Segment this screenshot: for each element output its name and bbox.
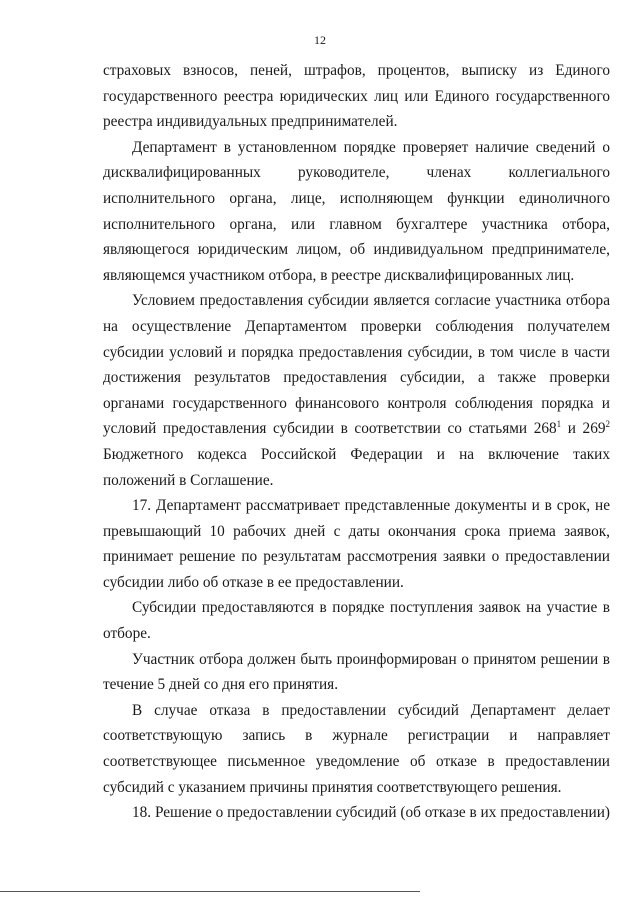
- paragraph-4: [103, 493, 610, 595]
- text-line: Условием предоставления субсидии является согласие участника отбора: [132, 292, 610, 310]
- paragraph-7: [103, 698, 610, 800]
- text-line: органами государственного финансового контроля соблюдения порядка и: [103, 394, 610, 412]
- text-line: исполнительного органа, лице, исполняющем функции единоличного: [103, 189, 610, 207]
- text-line: 18. Решение о предоставлении субсидий (об отказе в их предоставлении): [132, 804, 610, 822]
- text-line: субсидии либо об отказе в ее предоставлении.: [103, 573, 404, 591]
- text-line: 17. Департамент рассматривает представленные документы и в срок, не: [132, 497, 610, 515]
- text-line: отборе.: [103, 625, 151, 643]
- superscript: 1: [556, 419, 562, 430]
- text-line: реестра индивидуальных предпринимателей.: [103, 113, 398, 131]
- document-body: [103, 58, 610, 826]
- text-line: течение 5 дней со дня его принятия.: [103, 676, 339, 694]
- paragraph-3: [103, 288, 610, 493]
- text-line: являющегося юридическим лицом, об индивидуальном предпринимателе,: [103, 241, 610, 259]
- text-line: субсидий с указанием причины принятия соответствующего решения.: [103, 778, 562, 796]
- text-line: положений в Соглашение.: [103, 471, 274, 489]
- text-line: Участник отбора должен быть проинформирован о принятом решении в: [132, 650, 610, 668]
- superscript: 2: [605, 419, 611, 430]
- text-line-with-superscript: [103, 416, 610, 442]
- text-line: В случае отказа в предоставлении субсидий Департамент делает: [132, 701, 610, 719]
- text-line: соответствующее письменное уведомление об отказе в предоставлении: [103, 753, 610, 771]
- text-line: страховых взносов, пеней, штрафов, процентов, выписку из Единого: [103, 62, 610, 79]
- text-line: на осуществление Департаментом проверки соблюдения получателем: [103, 317, 610, 335]
- paragraph-5: [103, 595, 610, 646]
- text-line: превышающий 10 рабочих дней с даты окончания срока приема заявок,: [103, 522, 610, 540]
- text-line: Бюджетного кодекса Российской Федерации и на включение таких: [103, 445, 610, 463]
- text-line: являющемся участником отбора, в реестре дисквалифицированных лиц.: [103, 266, 575, 284]
- text-line: Субсидии предоставляются в порядке поступления заявок на участие в: [132, 599, 610, 617]
- text-line: субсидии условий и порядка предоставления субсидии, в том числе в части: [103, 343, 610, 361]
- paragraph-2: [103, 135, 610, 289]
- text-line: достижения результатов предоставления субсидии, а также проверки: [103, 369, 610, 387]
- text-line: принимает решение по результатам рассмотрения заявки о предоставлении: [103, 548, 610, 566]
- bottom-rule: [0, 891, 420, 892]
- text-line: дисквалифицированных руководителе, членах коллегиального: [103, 164, 610, 182]
- text-line: Департамент в установленном порядке проверяет наличие сведений о: [132, 138, 610, 156]
- text-fragment: условий предоставления субсидии в соответствии со статьями 268: [103, 420, 557, 438]
- page-number: 12: [314, 33, 326, 47]
- text-line: государственного реестра юридических лиц или Единого государственного: [103, 87, 610, 105]
- text-line: соответствующую запись в журнале регистрации и направляет: [103, 727, 610, 745]
- paragraph-8: [103, 800, 610, 826]
- text-line: исполнительного органа, или главном бухгалтере участника отбора,: [103, 215, 610, 233]
- paragraph-1: [103, 58, 610, 135]
- text-fragment: и 269: [561, 420, 606, 438]
- paragraph-6: [103, 647, 610, 698]
